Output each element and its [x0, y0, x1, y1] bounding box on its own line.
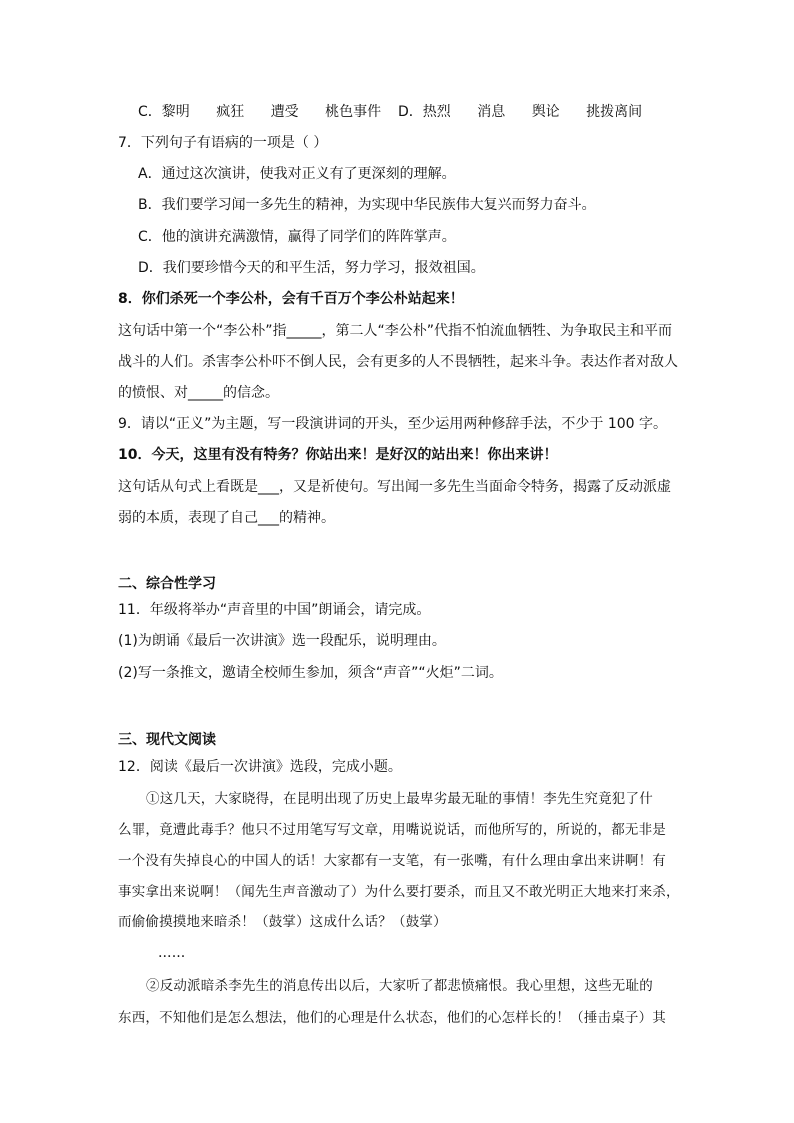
q10-stem: 10．今天，这里有没有特务？你站出来！是好汉的站出来！你出来讲！	[118, 447, 558, 463]
q11-part-2: (2)写一条推文，邀请全校师生参加，须含“声音”“火炬”二词。	[118, 665, 503, 681]
option-c-word-2: 疯狂	[216, 104, 245, 120]
passage-para-1-line-2: 么罪，竟遭此毒手？他只不过用笔写写文章，用嘴说说话，而他所写的，所说的，都无非是	[118, 822, 666, 838]
q6-option-c	[138, 102, 403, 122]
option-c-word-1: C．黎明	[138, 104, 190, 120]
passage-para-2-line-1: ②反动派暗杀李先生的消息传出以后，大家听了都悲愤痛恨。我心里想，这些无耻的	[146, 978, 653, 994]
passage-para-1-line-1: ①这几天，大家晓得，在昆明出现了历史上最卑劣最无耻的事情！李先生究竟犯了什	[146, 791, 653, 807]
section-3-title: 三、现代文阅读	[118, 732, 216, 748]
q7-option-c: C．他的演讲充满激情，赢得了同学们的阵阵掌声。	[138, 229, 456, 245]
passage-ellipsis: ……	[158, 945, 186, 961]
q7-stem: 7．下列句子有语病的一项是（ ）	[118, 135, 328, 151]
q8-line-3: 的愤恨、对_____的信念。	[118, 385, 279, 401]
q11-stem: 11．年级将举办“声音里的中国”朗诵会，请完成。	[118, 602, 431, 618]
q7-option-a: A．通过这次演讲，使我对正义有了更深刻的理解。	[138, 166, 456, 182]
q10-line-1: 这句话从句式上看既是___，又是祈使句。写出闻一多先生当面命令特务，揭露了反动派虚	[118, 479, 671, 495]
option-c-word-4: 桃色事件	[325, 104, 382, 120]
q8-stem: 8．你们杀死一个李公朴，会有千百万个李公朴站起来！	[118, 291, 464, 307]
passage-para-1-line-4: 事实拿出来说啊！（闻先生声音激动了）为什么要打要杀，而且又不敢光明正大地来打来杀，	[118, 884, 680, 900]
passage-para-2-line-2: 东西，不知他们是怎么想法，他们的心理是什么状态，他们的心怎样长的！（捶击桌子）其	[118, 1010, 666, 1026]
q8-line-1: 这句话中第一个“李公朴”指_____，第二人“李公朴”代指不怕流血牺牲、为争取民主和平而	[118, 323, 673, 339]
q8-line-2: 战斗的人们。杀害李公朴吓不倒人民，会有更多的人不畏牺牲，起来斗争。表达作者对敌人	[118, 354, 678, 370]
q10-line-2: 弱的本质，表现了自己___的精神。	[118, 510, 335, 526]
passage-para-1-line-5: 而偷偷摸摸地来暗杀！（鼓掌）这成什么话？（鼓掌）	[118, 914, 447, 930]
q9-stem: 9．请以“正义”为主题，写一段演讲词的开头，至少运用两种修辞手法，不少于 100 字。	[118, 416, 668, 432]
section-2-title: 二、综合性学习	[118, 576, 216, 592]
q11-part-1: (1)为朗诵《最后一次讲演》选一段配乐，说明理由。	[118, 633, 446, 649]
option-d-word-2: 消息	[477, 104, 506, 120]
option-d-word-3: 舆论	[531, 104, 560, 120]
option-d-word-1: D．热烈	[398, 104, 451, 120]
q7-option-d: D．我们要珍惜今天的和平生活，努力学习，报效祖国。	[138, 260, 485, 276]
q12-stem: 12．阅读《最后一次讲演》选段，完成小题。	[118, 759, 402, 775]
q6-option-d	[398, 102, 664, 122]
option-d-word-4: 挑拨离间	[586, 104, 643, 120]
option-c-word-3: 遭受	[270, 104, 299, 120]
q7-option-b: B．我们要学习闻一多先生的精神，为实现中华民族伟大复兴而努力奋斗。	[138, 197, 596, 213]
passage-para-1-line-3: 一个没有失掉良心的中国人的话！大家都有一支笔，有一张嘴，有什么理由拿出来讲啊！有	[118, 853, 666, 869]
